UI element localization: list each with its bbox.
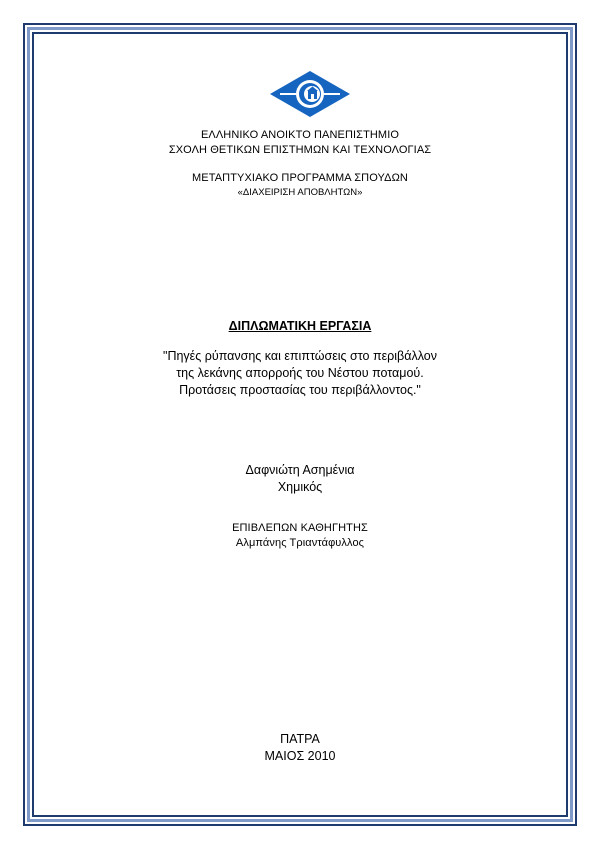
author-title: Χημικός (277, 480, 323, 494)
thesis-type: ΔΙΠΛΩΜΑΤΙΚΗ ΕΡΓΑΣΙΑ (228, 319, 372, 333)
thesis-title-line: της λεκάνης απορροής του Νέστου ποταμού. (176, 366, 424, 380)
thesis-title-line: "Πηγές ρύπανσης και επιπτώσεις στο περιβάλλον (163, 349, 437, 363)
thesis-title-line: Προτάσεις προστασίας του περιβάλλοντος." (179, 383, 421, 397)
author-name: Δαφνιώτη Ασημένια (245, 463, 355, 477)
university-logo-icon (268, 70, 352, 118)
university-name: ΕΛΛΗΝΙΚΟ ΑΝΟΙΚΤΟ ΠΑΝΕΠΙΣΤΗΜΙΟ (200, 129, 400, 141)
supervisor-label: ΕΠΙΒΛΕΠΩΝ ΚΑΘΗΓΗΤΗΣ (232, 522, 368, 534)
program-name: «ΔΙΑΧΕΙΡΙΣΗ ΑΠΟΒΛΗΤΩΝ» (237, 187, 363, 198)
program-label: ΜΕΤΑΠΤΥΧΙΑΚΟ ΠΡΟΓΡΑΜΜΑ ΣΠΟΥΔΩΝ (192, 172, 408, 184)
city: ΠΑΤΡΑ (280, 732, 320, 746)
date: ΜΑΙΟΣ 2010 (264, 749, 336, 763)
school-name: ΣΧΟΛΗ ΘΕΤΙΚΩΝ ΕΠΙΣΤΗΜΩΝ ΚΑΙ ΤΕΧΝΟΛΟΓΙΑΣ (168, 144, 432, 156)
supervisor-name: Αλμπάνης Τριαντάφυλλος (235, 537, 365, 549)
